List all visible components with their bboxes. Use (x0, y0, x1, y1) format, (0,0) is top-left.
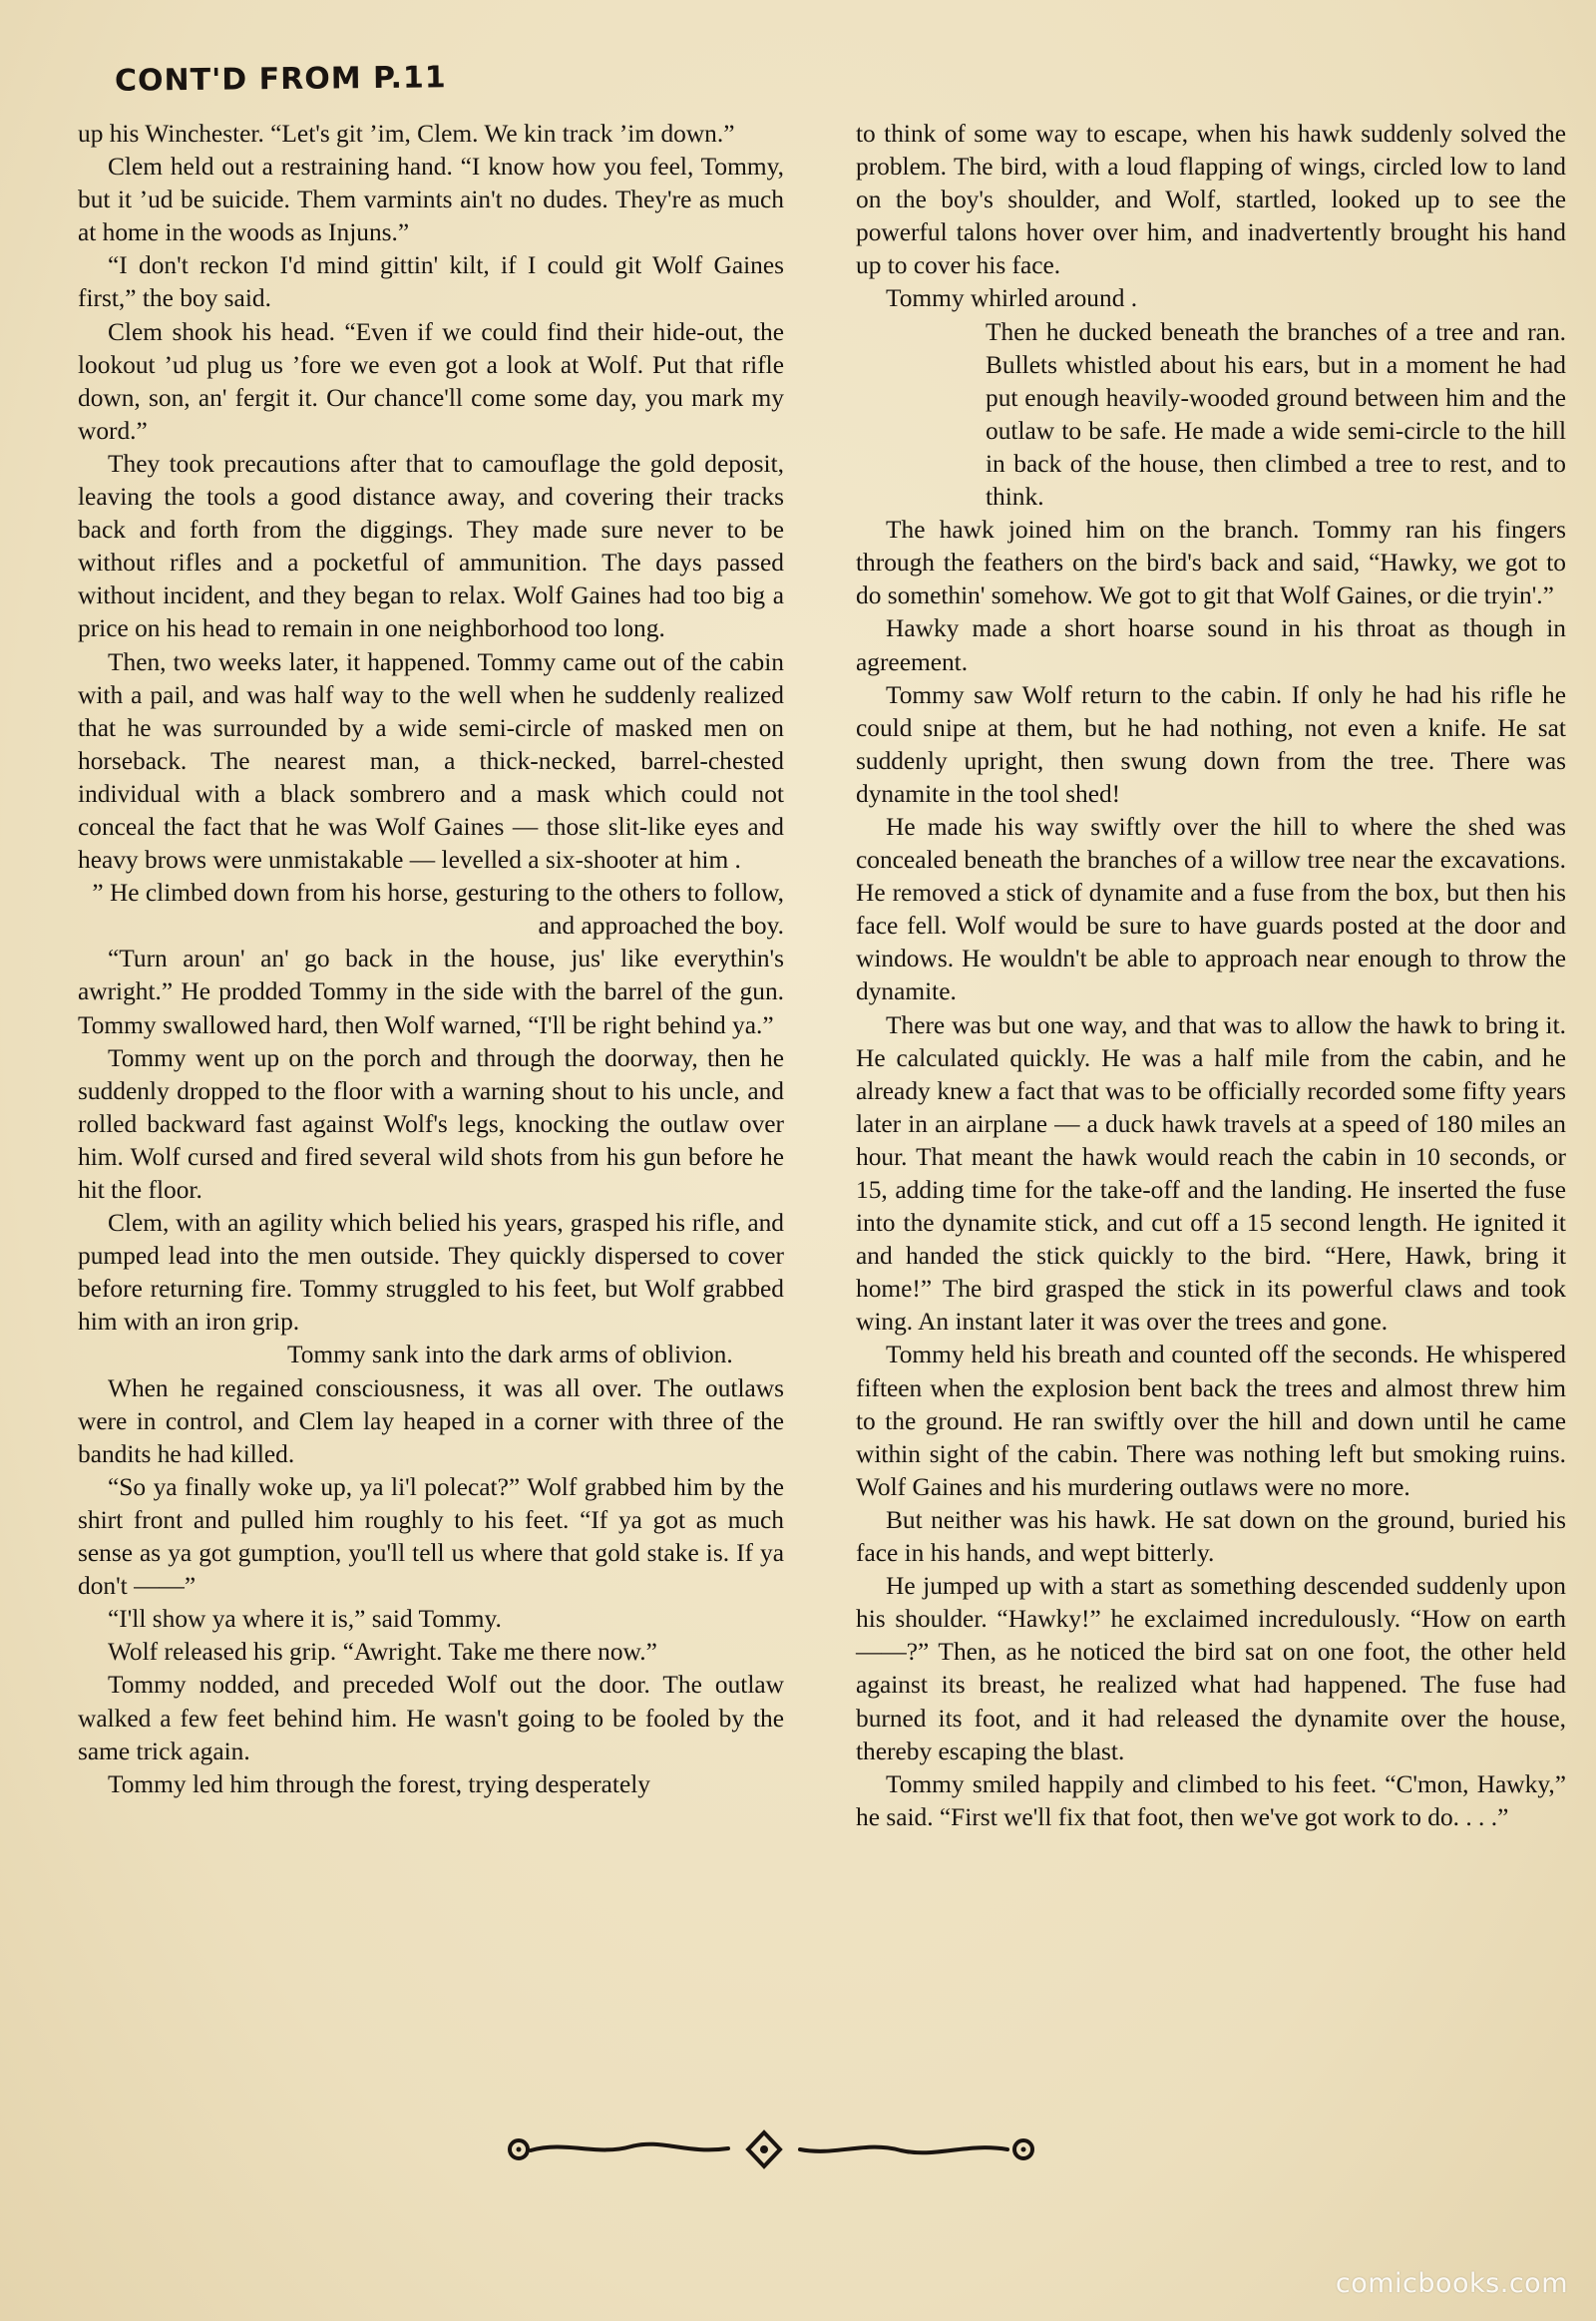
paragraph: Clem, with an agility which belied his years, grasped his rifle, and pumped lead into the men outside. They quickly dispersed to cover before returning fire. Tommy struggled to his feet, but Wolf grabbed him with an iron grip. (78, 1209, 784, 1337)
paragraph: Tommy smiled happily and climbed to his feet. “C'mon, Hawky,” he said. “First we'll fix that foot, then we've got work to do. . . .” (856, 1769, 1566, 1831)
paragraph: They took precautions after that to camouflage the gold deposit, leaving the tools a good distance away, and covering their tracks back and forth from the diggings. They made sure never to be without rifles and a pocketful of ammunition. The days passed without incident, and they began to relax. Wolf Gaines had too big a price on his head to remain in one neighborhood too long. (78, 449, 784, 643)
paragraph: Hawky made a short hoarse sound in his throat as though in agreement. (856, 614, 1566, 676)
site-watermark: comicbooks.com (1335, 2268, 1568, 2299)
paragraph: The hawk joined him on the branch. Tommy ran his fingers through the feathers on the bird's back and said, “Hawky, we got to do somethin' somehow. We got to git that Wolf Gaines, or die tryin'.” (856, 516, 1566, 610)
paragraph: There was but one way, and that was to allow the hawk to bring it. He calculated quickly. He was a half mile from the cabin, and he already knew a fact that was to be officially recorded some fifty years later in an airplane — a duck hawk travels at a speed of 180 miles an hour. That meant the hawk would reach the cabin in 10 seconds, or 15, adding time for the take-off and the landing. He inserted the fuse into the dynamite stick, and cut off a 15 second length. He ignited it and handed the stick quickly to the bird. “Here, Hawk, bring it home!” The bird grasped the stick in its powerful claws and took wing. An instant later it was over the trees and gone. (856, 1010, 1566, 1337)
right-text-column (856, 118, 1566, 1834)
paragraph: Then he ducked beneath the branches of a tree and ran. Bullets whistled about his ears, but in a moment he had put enough heavily-wooded ground between him and the outlaw to be safe. He made a wide semi-circle to the hill in back of the house, then climbed a tree to rest, and to think. (986, 317, 1566, 512)
paragraph: Tommy whirled around . (886, 284, 1138, 313)
left-text-column (78, 118, 784, 1801)
paragraph: “Turn aroun' an' go back in the house, jus' like everythin's awright.” He prodded Tommy in the side with the barrel of the gun. Tommy swallowed hard, then Wolf warned, “I'll be right behind ya.” (78, 945, 784, 1039)
paragraph: He made his way swiftly over the hill to where the shed was concealed beneath the branches of a willow tree near the excavations. He removed a stick of dynamite and a fuse from the box, but then his face fell. Wolf would be sure to have guards posted at the door and windows. He wouldn't be able to approach near enough to throw the dynamite. (856, 812, 1566, 1006)
paragraph: But neither was his hawk. He sat down on the ground, buried his face in his hands, and wept bitterly. (856, 1505, 1566, 1568)
paragraph: Clem shook his head. “Even if we could find their hide-out, the lookout ’ud plug us ’fore we even got a look at Wolf. Put that rifle down, son, an' fergit it. Our chance'll come some day, you mark my word.” (78, 317, 784, 445)
paragraph: When he regained consciousness, it was all over. The outlaws were in control, and Clem lay heaped in a corner with three of the bandits he had killed. (78, 1373, 784, 1468)
decorative-end-divider-icon (497, 2125, 1055, 2174)
continuation-header: CONT'D FROM P.11 (114, 60, 447, 99)
paragraph: “I'll show ya where it is,” said Tommy. (108, 1605, 502, 1634)
paragraph: “So ya finally woke up, ya li'l polecat?” Wolf grabbed him by the shirt front and pulled him roughly to his feet. “If ya got as much sense as ya got gumption, you'll tell us where that gold stake is. If ya don't ——” (78, 1472, 784, 1601)
paragraph: Wolf released his grip. “Awright. Take me there now.” (108, 1638, 657, 1667)
paragraph: ” He climbed down from his horse, gesturing to the others to follow, and approached the boy. (92, 879, 784, 941)
paragraph: Tommy nodded, and preceded Wolf out the door. The outlaw walked a few feet behind him. He wasn't going to be fooled by the same trick again. (78, 1671, 784, 1765)
paragraph: Tommy led him through the forest, trying desperately (108, 1769, 651, 1798)
paragraph: Tommy sank into the dark arms of oblivion. (287, 1341, 733, 1369)
paragraph: “I don't reckon I'd mind gittin' kilt, if I could git Wolf Gaines first,” the boy said. (78, 251, 784, 313)
paragraph: Tommy held his breath and counted off the seconds. He whispered fifteen when the explosion bent back the trees and almost threw him to the ground. He ran swiftly over the hill and down until he came within sight of the cabin. There was nothing left but smoking ruins. Wolf Gaines and his murdering outlaws were no more. (856, 1341, 1566, 1501)
paragraph: Then, two weeks later, it happened. Tommy came out of the cabin with a pail, and was half way to the well when he suddenly realized that he was surrounded by a wide semi-circle of masked men on horseback. The nearest man, a thick-necked, barrel-chested individual with a black sombrero and a mask which could not conceal the fact that he was Wolf Gaines — those slit-like eyes and heavy brows were unmistakable — levelled a six-shooter at him . (78, 647, 784, 875)
paragraph: He jumped up with a start as something descended suddenly upon his shoulder. “Hawky!” he exclaimed incredulously. “How on earth ——?” Then, as he noticed the bird sat on one foot, the other held against its breast, he realized what had happened. The fuse had burned its foot, and it had released the dynamite over the house, thereby escaping the blast. (856, 1572, 1566, 1765)
paragraph: up his Winchester. “Let's git ’im, Clem. We kin track ’im down.” (78, 120, 735, 148)
paragraph: to think of some way to escape, when his hawk suddenly solved the problem. The bird, with a loud flapping of wings, circled low to land on the boy's shoulder, and Wolf, startled, looked up to see the powerful talons hover over him, and inadvertently brought his hand up to cover his face. (856, 120, 1566, 280)
paragraph: Clem held out a restraining hand. “I know how you feel, Tommy, but it ’ud be suicide. Them varmints ain't no dudes. They're as much at home in the woods as Injuns.” (78, 153, 784, 247)
paragraph: Tommy saw Wolf return to the cabin. If only he had his rifle he could snipe at them, but he had nothing, not even a knife. He sat suddenly upright, then swung down from the tree. There was dynamite in the tool shed! (856, 680, 1566, 808)
paragraph: Tommy went up on the porch and through the doorway, then he suddenly dropped to the floor with a warning shout to his uncle, and rolled backward fast against Wolf's legs, knocking the outlaw over him. Wolf cursed and fired several wild shots from his gun before he hit the floor. (78, 1043, 784, 1204)
